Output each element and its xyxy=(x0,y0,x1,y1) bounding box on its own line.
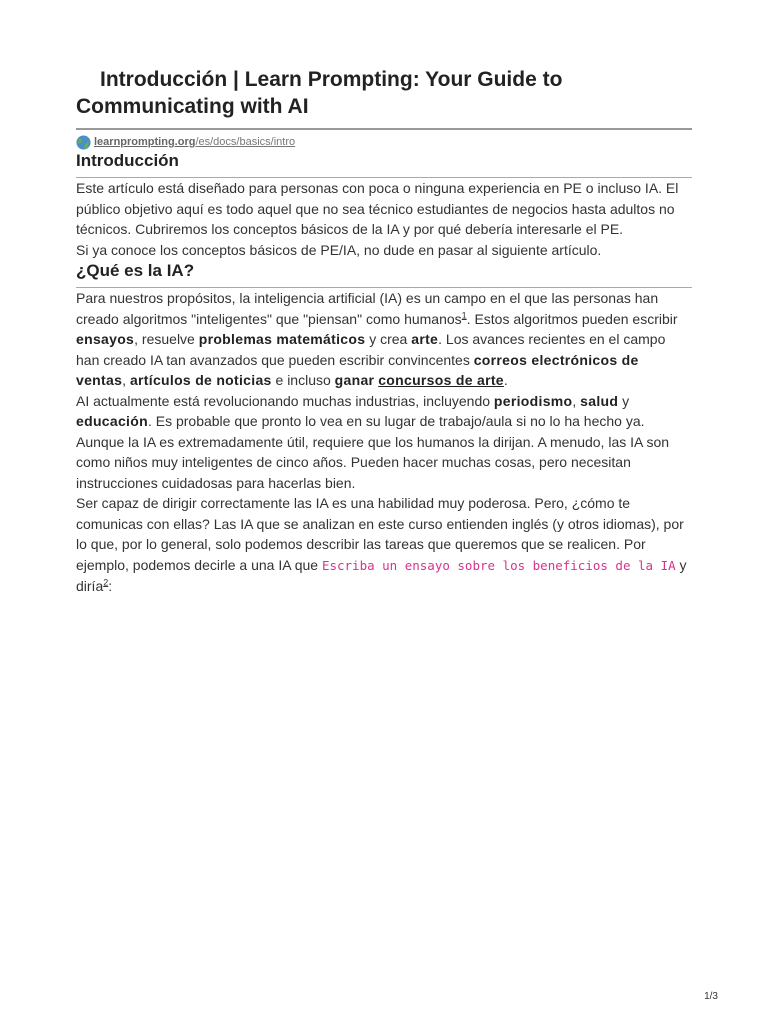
intro-paragraph-1: Este artículo está diseñado para personas con poca o ninguna experiencia en PE o incluso IA. El público objetivo aquí es todo aquel que no sea técnico estudiantes de negocios hasta adultos no técnicos. Cubriremos los conceptos básicos de la IA y por qué debería interesarle el PE. xyxy=(76,180,679,237)
inline-code-prompt: Escriba un ensayo sobre los beneficios de la IA xyxy=(321,557,676,573)
source-site-link[interactable]: learnprompting.org xyxy=(94,136,196,148)
footnote-ref-1[interactable]: 1 xyxy=(461,309,467,320)
source-path-link[interactable]: /es/docs/basics/intro xyxy=(195,136,296,148)
source-url[interactable] xyxy=(76,134,692,150)
footnote-ref-2[interactable]: 2 xyxy=(103,577,109,588)
document-page xyxy=(76,0,692,597)
intro-paragraph-2: Si ya conoce los conceptos básicos de PE/IA, no dude en pasar al siguiente artículo. xyxy=(76,241,602,258)
concursos-de-arte-link[interactable]: concursos de arte xyxy=(378,372,504,388)
title-divider xyxy=(76,128,692,130)
ia-paragraph-2: AI actualmente está revolucionando muchas industrias, incluyendo periodismo, salud y educación. Es probable que pronto lo vea en su lugar de trabajo/aula si no lo ha hecho ya. Aunque la IA es extremadamente útil, requiere que los humanos la dirijan. A menudo, las IA son como niños muy inteligentes de cinco años. Pueden hacer muchas cosas, pero necesitan instrucciones cuidadosas para hacerlas bien. xyxy=(76,392,670,491)
page-title: Introducción | Learn Prompting: Your Guide to Communicating with AI xyxy=(76,68,563,118)
section-heading-que-es-la-ia: ¿Qué es la IA? xyxy=(76,261,195,280)
section-heading-introduccion: Introducción xyxy=(76,151,179,170)
globe-icon xyxy=(76,135,91,150)
page-number: 1/3 xyxy=(704,991,718,1002)
ia-paragraph-1: Para nuestros propósitos, la inteligencia artificial (IA) es un campo en el que las personas han creado algoritmos "inteligentes" que "piensan" como humanos$^1$. Estos algoritmos pueden escribir ensayos, resuelve problemas matemáticos y crea arte. Los avances recientes en el campo han creado IA tan avanzados que pueden escribir convincentes correos electrónicos de ventas, artículos de noticias e incluso ganar concursos de arte. xyxy=(76,290,678,388)
ia-paragraph-3: Ser capaz de dirigir correctamente las IA es una habilidad muy poderosa. Pero, ¿cómo te comunicas con ellas? Las IA que se analizan en este curso entienden inglés (y otros idiomas), por lo que, por lo general, solo podemos describir las tareas que queremos que se realicen. Por ejemplo, podemos decirle a una IA que Escriba un ensayo sobre los beneficios de la IA y diría$^2$: xyxy=(76,495,687,594)
